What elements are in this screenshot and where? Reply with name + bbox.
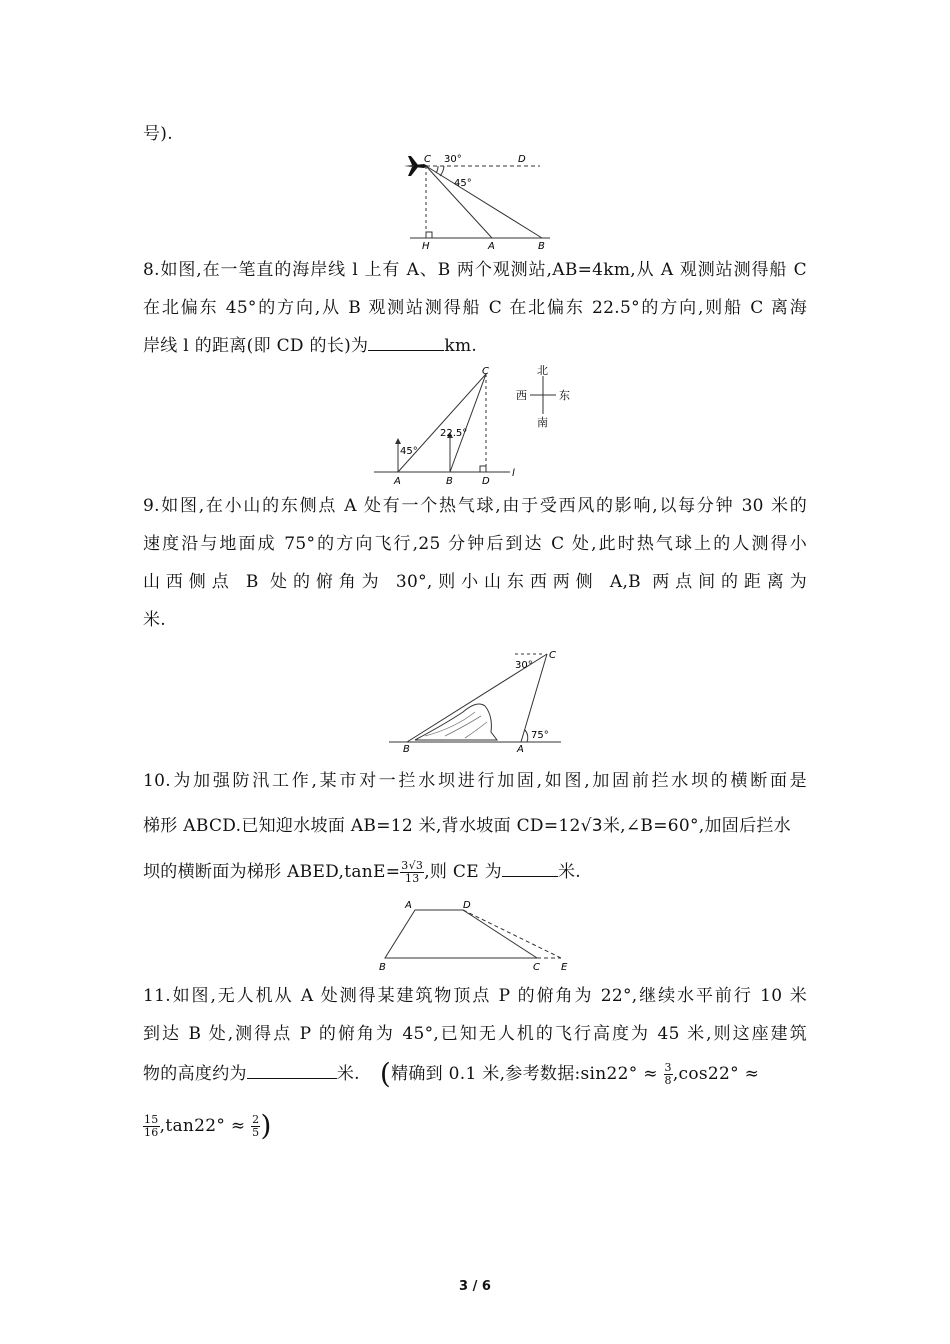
q10-line2-text: 梯形 ABCD.已知迎水坡面 AB=12 米,背水坡面 CD=12	[143, 816, 581, 836]
label-c: C	[424, 154, 431, 165]
label-d: D	[482, 476, 490, 487]
q11-unit: 米.	[336, 1064, 360, 1084]
q8-line2: 在北偏东 45°的方向,从 B 观测站测得船 C 在北偏东 22.5°的方向,则船 C 离海	[143, 298, 807, 318]
answer-blank-q8[interactable]	[368, 334, 444, 351]
angle-45: 45°	[454, 178, 472, 189]
line-cb	[426, 166, 542, 238]
q8-line1: 8.如图,在一笔直的海岸线 l 上有 A、B 两个观测站,AB=4km,从 A 观测站测得船 C	[143, 260, 807, 280]
label-b: B	[403, 744, 410, 754]
q10-line2	[143, 814, 791, 838]
fraction-denominator: 13	[404, 872, 420, 885]
compass-north: 北	[537, 364, 548, 377]
trapezoid-abcd	[385, 910, 537, 958]
angle-30: 30°	[444, 154, 462, 165]
q11-line1: 11.如图,无人机从 A 处测得某建筑物顶点 P 的俯角为 22°,继续水平前行 10 米	[143, 986, 807, 1006]
label-d: D	[518, 154, 526, 165]
fraction-tan-e	[400, 860, 424, 885]
fraction-sin22	[664, 1062, 673, 1087]
q8-unit: km.	[444, 336, 478, 356]
line-de	[463, 910, 561, 958]
q11-hint-tan: ,tan22° ≈	[159, 1116, 252, 1136]
label-a: A	[488, 241, 495, 250]
angle-75: 75°	[531, 730, 549, 741]
figure-coastline	[370, 362, 530, 488]
compass-east: 东	[559, 389, 570, 402]
q10-unit: 米.	[557, 862, 581, 882]
answer-blank-q10[interactable]	[502, 860, 558, 877]
angle-45: 45°	[400, 446, 418, 457]
fraction-numerator: 3√3	[401, 859, 424, 872]
fraction-denominator: 8	[664, 1074, 672, 1087]
q9-line3: 山西侧点 B 处的俯角为 30°,则小山东西两侧 A,B 两点间的距离为	[143, 572, 807, 592]
q10-line1: 10.为加强防汛工作,某市对一拦水坝进行加固,如图,加固前拦水坝的横断面是	[143, 771, 807, 791]
compass-south: 南	[537, 416, 548, 429]
fraction-numerator: 15	[144, 1113, 159, 1126]
label-a: A	[394, 476, 401, 487]
label-c: C	[533, 962, 540, 973]
figure-dam	[375, 896, 575, 974]
previous-question-tail: 号).	[143, 124, 173, 144]
angle-22-5: 22.5°	[440, 428, 468, 439]
q11-line3-text: 物的高度约为	[143, 1064, 247, 1084]
label-h: H	[422, 241, 430, 250]
fraction-numerator: 2	[252, 1113, 260, 1126]
line-ca	[426, 166, 492, 238]
label-d: D	[463, 900, 471, 911]
q9-line4: 米.	[143, 610, 167, 630]
q11-line2: 到达 B 处,测得点 P 的俯角为 45°,已知无人机的飞行高度为 45 米,则这座建筑	[143, 1024, 807, 1044]
label-a: A	[517, 744, 524, 754]
angle-30: 30°	[515, 660, 533, 671]
label-a: A	[405, 900, 412, 911]
label-e: E	[561, 962, 568, 973]
q11-line3: 物的高度约为 米. (精确到 0.1 米,参考数据:sin22° ≈ $\frac{3}{8}$ ,cos22° ≈	[143, 1057, 760, 1090]
q11-line4: $\frac{15}{16}$ ,tan22° ≈ $\frac{2}{5}$ )	[144, 1109, 272, 1142]
answer-blank-q11[interactable]	[247, 1062, 337, 1079]
label-b: B	[538, 241, 545, 250]
right-angle-mark	[480, 466, 486, 472]
q8-line3	[143, 334, 477, 358]
fraction-cos22	[143, 1114, 160, 1139]
q11-hint: 精确到 0.1 米,参考数据:sin22° ≈	[391, 1064, 664, 1084]
right-angle-mark	[426, 232, 432, 238]
label-c: C	[549, 650, 556, 661]
line-bc	[450, 374, 486, 472]
q8-line3-text: 岸线 l 的距离(即 CD 的长)为	[143, 336, 369, 356]
page-number: 3 / 6	[459, 1279, 491, 1294]
q10-line3	[143, 860, 581, 885]
fraction-denominator: 5	[252, 1126, 260, 1139]
fraction-numerator: 3	[664, 1061, 672, 1074]
label-l: l	[512, 468, 515, 479]
q10-line3-text: 坝的横断面为梯形 ABED,tanE=	[143, 862, 401, 882]
q10-line2-tail: 米,∠B=60°,加固后拦水	[602, 816, 791, 836]
line-ac	[398, 374, 486, 472]
sqrt-3: √3	[580, 816, 603, 836]
q9-line1: 9.如图,在小山的东侧点 A 处有一个热气球,由于受西风的影响,以每分钟 30 米的	[143, 496, 807, 516]
label-b: B	[379, 962, 386, 973]
compass-rose	[510, 362, 580, 432]
label-b: B	[446, 476, 453, 487]
q9-line2: 速度沿与地面成 75°的方向飞行,25 分钟后到达 C 处,此时热气球上的人测得小	[143, 534, 807, 554]
compass-west: 西	[516, 389, 527, 402]
figure-hill	[385, 646, 565, 754]
figure-airplane	[400, 150, 560, 250]
label-c: C	[482, 366, 489, 377]
fraction-denominator: 16	[144, 1126, 159, 1139]
q11-hint-cos: ,cos22° ≈	[672, 1064, 760, 1084]
q10-line3-mid: ,则 CE 为	[424, 862, 502, 882]
hill-shape	[415, 704, 497, 740]
